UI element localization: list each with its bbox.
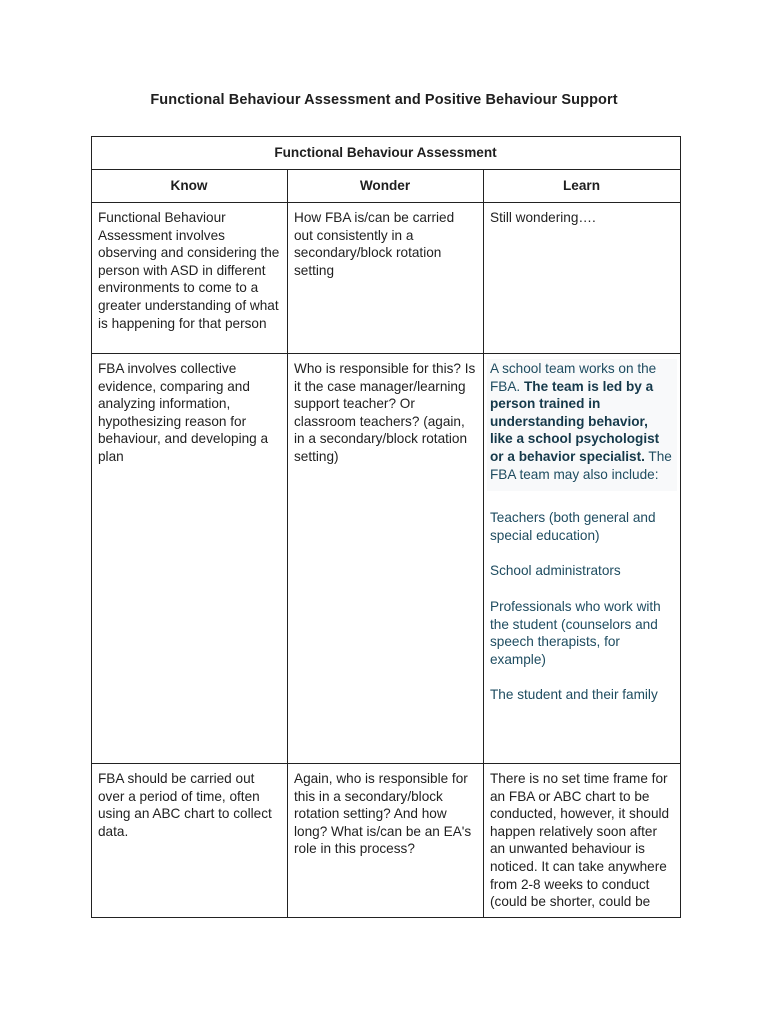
wonder-cell: How FBA is/can be carried out consistently in a secondary/block rotation setting: [288, 203, 484, 354]
learn-cell: Still wondering….: [484, 203, 681, 354]
know-cell: Functional Behaviour Assessment involves observing and considering the person with ASD in different environments to come to a greater understanding of what is happening for that person: [92, 203, 288, 354]
wonder-cell: Again, who is responsible for this in a secondary/block rotation setting? And how long? What is/can be an EA's role in this process?: [288, 764, 484, 918]
column-header-know: Know: [92, 170, 288, 203]
table-row: [92, 203, 681, 354]
column-header-learn: Learn: [484, 170, 681, 203]
know-cell: FBA should be carried out over a period of time, often using an ABC chart to collect data.: [92, 764, 288, 918]
know-cell: FBA involves collective evidence, comparing and analyzing information, hypothesizing reason for behaviour, and developing a plan: [92, 354, 288, 764]
team-member-item: Teachers (both general and special education): [490, 510, 656, 543]
table-row: [92, 354, 681, 764]
team-members-intro: The FBA team may also include:: [490, 448, 672, 482]
learn-cell: [484, 354, 681, 764]
team-intro-text: A school team works on the FBA.: [490, 361, 657, 394]
kwl-table: [91, 136, 681, 918]
team-member-item: School administrators: [490, 563, 621, 579]
team-member-item: The student and their family: [490, 687, 658, 703]
column-header-wonder: Wonder: [288, 170, 484, 203]
table-row: [92, 764, 681, 918]
document-title: Functional Behaviour Assessment and Positive Behaviour Support: [150, 92, 618, 108]
team-description: [487, 359, 677, 491]
wonder-cell: Who is responsible for this? Is it the case manager/learning support teacher? Or classroom teachers? (again, in a secondary/block rotation setting): [288, 354, 484, 764]
team-lead-text: The team is led by a person trained in understanding behavior, like a school psychologist or a behavior specialist.: [490, 378, 660, 464]
table-caption: Functional Behaviour Assessment: [92, 137, 681, 170]
team-member-item: Professionals who work with the student (counselors and speech therapists, for example): [490, 598, 661, 667]
learn-cell: There is no set time frame for an FBA or ABC chart to be conducted, however, it should happen relatively soon after an unwanted behaviour is noticed. It can take anywhere from 2-8 weeks to conduct (could be shorter, could be: [484, 764, 681, 918]
